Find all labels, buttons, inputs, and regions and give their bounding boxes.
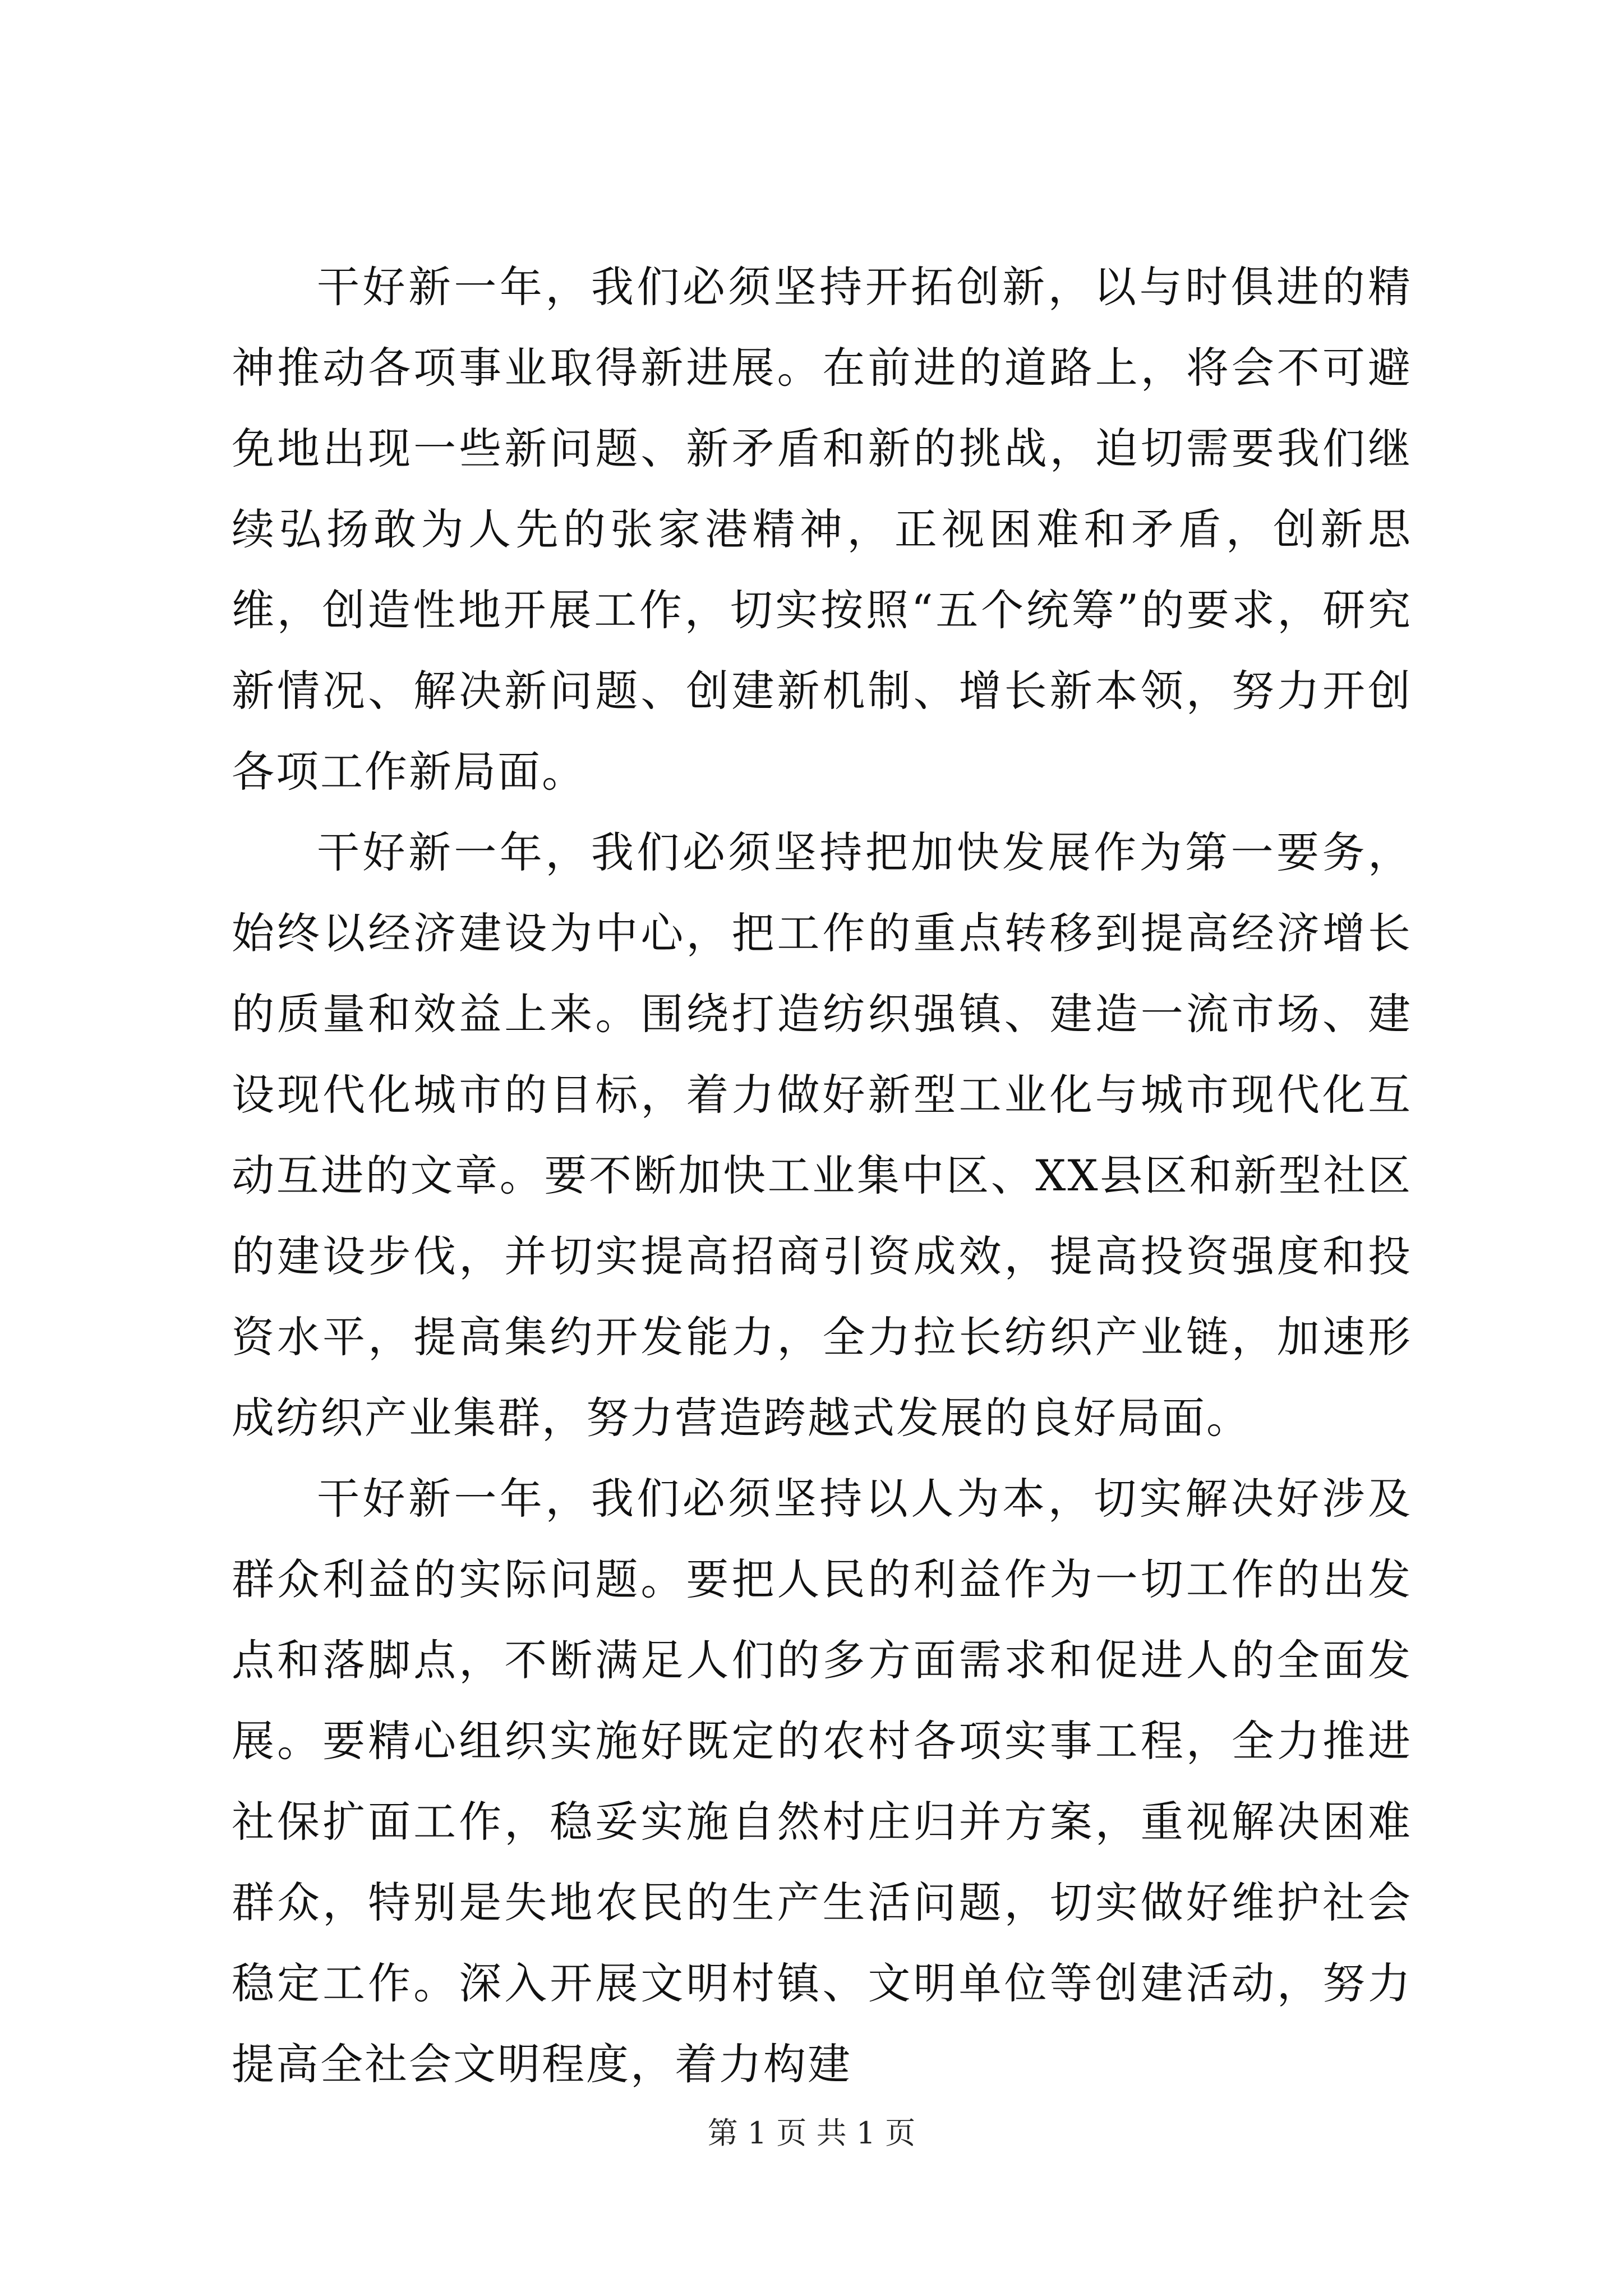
paragraph-2: 干好新一年，我们必须坚持把加快发展作为第一要务，始终以经济建设为中心，把工作的重点转移到提高经济增长的质量和效益上来。围绕打造纺织强镇、建造一流市场、建设现代化城市的目标，着力做好新型工业化与城市现代化互动互进的文章。要不断加快工业集中区、XX县区和新型社区的建设步伐，并切实提高招商引资成效，提高投资强度和投资水平，提高集约开发能力，全力拉长纺织产业链，加速形成纺织产业集群，努力营造跨越式发展的良好局面。	[232, 827, 1412, 1443]
document-body	[232, 247, 1412, 2105]
page-footer: 第 1 页 共 1 页	[707, 2115, 916, 2151]
paragraph-3: 干好新一年，我们必须坚持以人为本，切实解决好涉及群众利益的实际问题。要把人民的利益作为一切工作的出发点和落脚点，不断满足人们的多方面需求和促进人的全面发展。要精心组织实施好既定的农村各项实事工程，全力推进社保扩面工作，稳妥实施自然村庄归并方案，重视解决困难群众，特别是失地农民的生产生活问题，切实做好维护社会稳定工作。深入开展文明村镇、文明单位等创建活动，努力提高全社会文明程度，着力构建	[232, 1474, 1412, 2089]
paragraph-1: 干好新一年，我们必须坚持开拓创新，以与时俱进的精神推动各项事业取得新进展。在前进的道路上，将会不可避免地出现一些新问题、新矛盾和新的挑战，迫切需要我们继续弘扬敢为人先的张家港精神，正视困难和矛盾，创新思维，创造性地开展工作，切实按照“五个统筹”的要求，研究新情况、解决新问题、创建新机制、增长新本领，努力开创各项工作新局面。	[232, 262, 1412, 797]
